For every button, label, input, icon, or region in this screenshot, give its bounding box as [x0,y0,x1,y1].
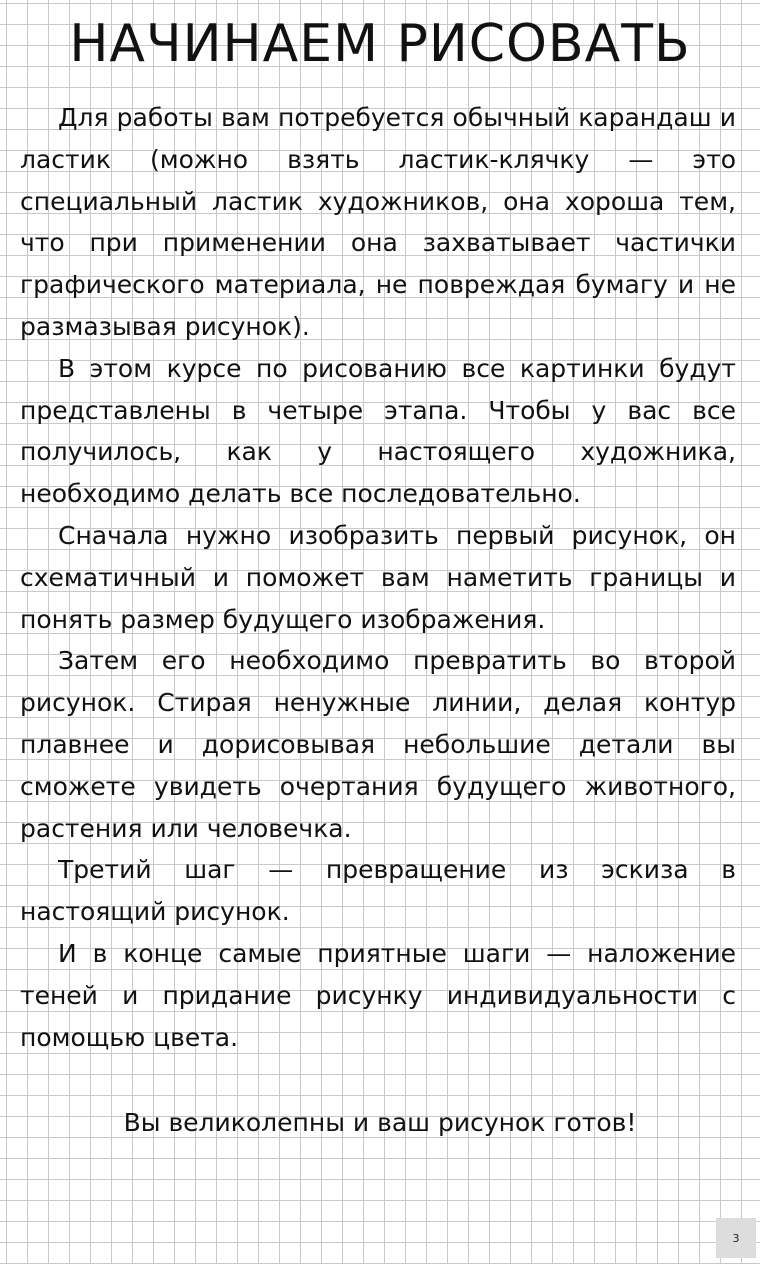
paragraph-first-step: Сначала нужно изобразить первый рисунок, он схематичный и поможет вам наметить границы и понять размер будущего изображения. [20,520,736,634]
closing-line: Вы великолепны и ваш рисунок готов! [123,1108,637,1137]
paragraph-tools: Для работы вам потребуется обычный карандаш и ластик (можно взять ластик-клячку — это специальный ластик художников, она хороша тем, что при применении она захватывает частички графического материала, не повреждая бумагу и не размазывая рисунок). [20,103,736,341]
paragraph-four-stages: В этом курсе по рисованию все картинки будут представлены в четыре этапа. Чтобы у вас все получилось, как у настоящего художника, необходимо делать все последовательно. [20,353,736,509]
body-text [20,97,736,1058]
page-number: 3 [716,1218,756,1258]
page-title: НАЧИНАЕМ РИСОВАТЬ [69,14,691,74]
paragraph-third-step: Третий шаг — превращение из эскиза в настоящий рисунок. [20,855,736,927]
paragraph-final-step: И в конце самые приятные шаги — наложение теней и придание рисунку индивидуальности с помощью цвета. [20,938,736,1052]
paragraph-second-step: Затем его необходимо превратить во второй рисунок. Стирая ненужные линии, делая контур плавнее и дорисовывая небольшие детали вы сможете увидеть очертания будущего животного, растения или человечка. [20,646,736,843]
